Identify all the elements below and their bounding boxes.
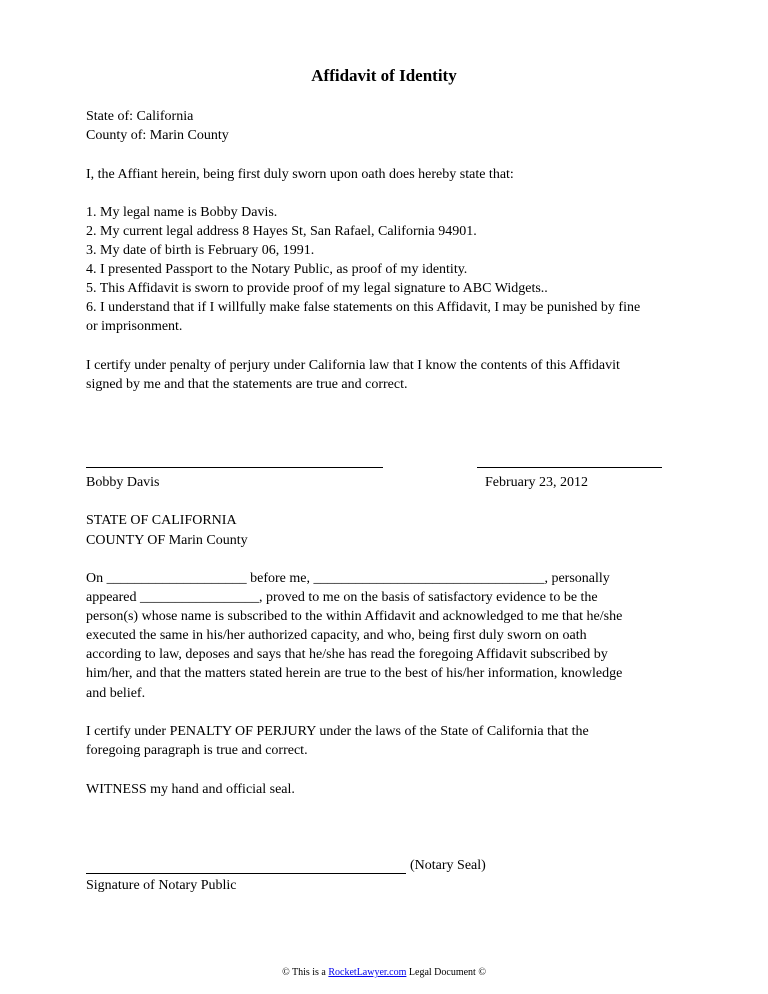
statement-4: 4. I presented Passport to the Notary Public, as proof of my identity.	[86, 262, 468, 277]
statement-5: 5. This Affidavit is sworn to provide proof of my legal signature to ABC Widgets..	[86, 281, 548, 296]
statement-1: 1. My legal name is Bobby Davis.	[86, 205, 278, 220]
notary-paragraph-line-3: person(s) whose name is subscribed to the within Affidavit and acknowledged to me that he/she	[86, 609, 623, 624]
document-title: Affidavit of Identity	[311, 66, 457, 85]
notary-county: COUNTY OF Marin County	[86, 533, 248, 548]
rocketlawyer-link[interactable]: RocketLawyer.com	[328, 967, 407, 978]
affiant-signature-line	[86, 467, 383, 468]
notary-signature-line	[86, 873, 406, 874]
notary-paragraph-line-4: executed the same in his/her authorized capacity, and who, being first duly sworn on oath	[86, 628, 587, 643]
statement-6-cont: or imprisonment.	[86, 319, 183, 334]
perjury-line-1: I certify under PENALTY OF PERJURY under the laws of the State of California that the	[86, 724, 589, 739]
date-signature-line	[477, 467, 662, 468]
certify-line-1: I certify under penalty of perjury under California law that I know the contents of this Affidavit	[86, 358, 620, 373]
footer	[0, 966, 768, 980]
footer-suffix: Legal Document ©	[406, 967, 486, 978]
perjury-line-2: foregoing paragraph is true and correct.	[86, 743, 308, 758]
notary-paragraph-line-5: according to law, deposes and says that he/she has read the foregoing Affidavit subscribed by	[86, 647, 608, 662]
county-line: County of: Marin County	[86, 128, 229, 143]
intro-text: I, the Affiant herein, being first duly sworn upon oath does hereby state that:	[86, 167, 514, 182]
state-line: State of: California	[86, 109, 194, 124]
statement-2: 2. My current legal address 8 Hayes St, San Rafael, California 94901.	[86, 224, 477, 239]
notary-paragraph-line-2: appeared _________________, proved to me on the basis of satisfactory evidence to be the	[86, 590, 598, 605]
footer-prefix: © This is a	[282, 967, 329, 978]
notary-state: STATE OF CALIFORNIA	[86, 513, 237, 528]
notary-seal-label: (Notary Seal)	[410, 858, 486, 873]
notary-signature-label: Signature of Notary Public	[86, 878, 237, 893]
signer-name: Bobby Davis	[86, 475, 160, 490]
notary-paragraph-line-6: him/her, and that the matters stated herein are true to the best of his/her information, knowledge	[86, 666, 623, 681]
notary-paragraph-line-1: On ____________________ before me, _________________________________, personally	[86, 571, 610, 586]
certify-line-2: signed by me and that the statements are true and correct.	[86, 377, 408, 392]
signed-date: February 23, 2012	[485, 475, 589, 490]
statement-3: 3. My date of birth is February 06, 1991.	[86, 243, 315, 258]
notary-paragraph-line-7: and belief.	[86, 686, 146, 701]
statement-6: 6. I understand that if I willfully make false statements on this Affidavit, I may be punished by fine	[86, 300, 641, 315]
witness-text: WITNESS my hand and official seal.	[86, 782, 295, 797]
